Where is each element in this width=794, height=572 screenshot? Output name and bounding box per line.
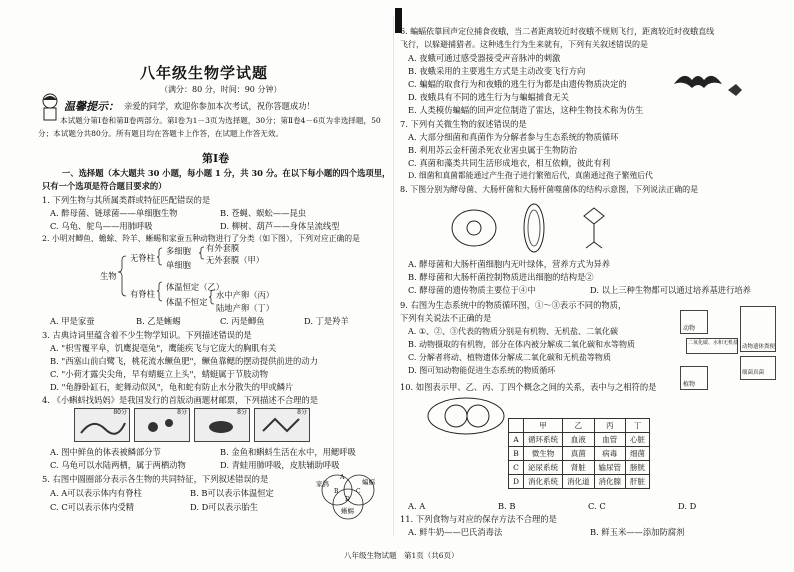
question-stem: 5. 右图中圆圈部分表示各生物的共同特征，下列叙述错误的是 <box>42 474 269 484</box>
option: C. 乌龟可以水陆两栖，属于两栖动物 <box>50 460 186 470</box>
option: C. 乌龟、鸵鸟——用肺呼吸 <box>50 221 153 231</box>
exam-title: 八年级生物学试题 <box>140 64 269 82</box>
venn-label: C <box>356 488 361 495</box>
question-stem: 飞行，以躲避捕猎者。这种逃生行为生来就有，下列有关叙述错误的是 <box>400 40 648 49</box>
option: D. 夜蛾具有不同的逃生行为与蝙蝠捕食无关 <box>408 92 569 102</box>
tree-node: 水中产卵（丙） <box>216 290 275 300</box>
tips-line: 分；本试题分共80分。所有题目均在答题卡上作答，在试题上作答无效。 <box>38 129 284 138</box>
bat-moth-icon <box>670 62 750 106</box>
question-stem: 2. 小明对鲫鱼、蟾蜍、羚羊、蜥蜴和家蚕五种动物进行了分类（如下图），下列对应正确的是 <box>42 234 360 243</box>
option: B. 夜蛾采用的主要逃生方式是主动改变飞行方向 <box>408 66 586 76</box>
option: B. 鲜玉米——添加防腐剂 <box>590 527 685 537</box>
option: B. 乙是蜥蜴 <box>136 316 181 326</box>
q10-table <box>508 418 650 489</box>
option: A. 图中鲜鱼的体表被鳞部分节 <box>50 447 161 457</box>
tree-braces <box>112 246 225 312</box>
instruction: 一、选择题（本大题共 30 小题，每小题 1 分，共 30 分。在以下每小题的四个选项里， <box>62 168 391 178</box>
tree-node: 单细胞 <box>166 260 191 270</box>
option: D. D <box>678 501 697 511</box>
question-stem: 6. 蝙蝠依靠回声定位捕食夜蛾，当二者距离较近时夜蛾不规则飞行，距离较近时夜蛾直线 <box>400 27 715 36</box>
table-row: D 消化系统 消化道 消化腺 肝脏 <box>509 475 650 489</box>
question-stem: 9. 右图为生态系统中的物质循环图，①～③表示不同的物质， <box>400 300 627 310</box>
option: A. A可以表示体内有脊柱 <box>50 488 142 498</box>
tree-node: 有脊柱 <box>130 289 155 299</box>
eco-decomposer: 动物遗体粪便 <box>740 306 776 352</box>
question-stem: 11. 下列食物与对应的保存方法不合理的是 <box>400 514 557 524</box>
question-stem: 8. 下图分别为酵母菌、大肠杆菌和大肠杆菌噬菌体的结构示意图，下列说法正确的是 <box>400 185 699 194</box>
tree-node: 多细胞 <box>166 246 191 256</box>
tree-node: 体温恒定（乙） <box>166 282 225 292</box>
option: D. D可以表示胎生 <box>190 502 259 512</box>
tree-node: 有外套膜 <box>206 243 240 253</box>
option: A. A <box>408 501 426 511</box>
option: C. 分解者将动、植物遗体分解成二氧化碳和无机盐等物质 <box>408 353 611 362</box>
option: B. B可以表示体温恒定 <box>190 488 274 498</box>
option: A. 酵母菌和大肠杆菌细胞内无叶绿体，营养方式为异养 <box>408 259 611 269</box>
option: A. 甲是家蚕 <box>50 316 95 326</box>
stamp-3: 8分 <box>194 408 250 442</box>
question-stem: 3. 古典诗词里蕴含着不少生物学知识。下列描述错误的是 <box>42 330 252 340</box>
option: E. 人类模仿蝙蝠的回声定位制造了雷达，这种生物技术称为仿生 <box>408 105 644 115</box>
option: B. 动物摄取的有机物，部分在体内被分解成二氧化碳和水等物质 <box>408 340 635 349</box>
tips-label: 温馨提示： <box>64 100 119 113</box>
tree-node: 无脊柱 <box>130 253 155 263</box>
option: C. 丙是鲫鱼 <box>220 316 265 326</box>
option: B. 金鱼和蝌蚪生活在水中，用鳃呼吸 <box>220 447 356 457</box>
question-stem: 10. 如图表示甲、乙、丙、丁四个概念之间的关系，表中与之相符的是 <box>400 382 657 392</box>
section-title: 第Ⅰ卷 <box>202 152 230 165</box>
table-header-row: 甲 乙 丙 丁 <box>509 419 650 433</box>
tree-node: 陆地产卵（丁） <box>216 303 275 313</box>
option: C. C <box>588 501 606 511</box>
venn-label: 蜥蜴 <box>341 507 354 515</box>
eco-plant: 植物 <box>680 366 708 390</box>
option: D. 以上三种生物都可以通过培养基进行培养 <box>590 285 751 295</box>
venn-label: A <box>340 474 345 481</box>
instruction: 只有一个选项是符合题目要求的） <box>42 181 167 191</box>
page-footer: 八年级生物试题 第1页（共6页） <box>344 551 459 560</box>
microbe-diagram <box>444 196 624 256</box>
stamp-2: 8分 <box>134 408 190 442</box>
exam-subtitle: （满分：80 分，时间：90 分钟） <box>160 85 282 94</box>
venn-label: 蝙蝠 <box>362 478 375 486</box>
concept-diagram <box>426 396 506 436</box>
option: D. 图可知动物能促进生态系统的物质循环 <box>408 366 556 375</box>
table-row: B 微生物 真菌 病毒 细菌 <box>509 447 650 461</box>
option: B. 酵母菌和大肠杆菌控制物质进出细胞的结构是② <box>408 272 594 282</box>
eco-bacteria: 细菌真菌 <box>740 356 776 380</box>
tree-node: 无外套膜（甲） <box>206 255 265 265</box>
question-stem: 7. 下列有关微生物的叙述错误的是 <box>400 119 527 129</box>
student-cartoon-icon <box>38 92 62 122</box>
stamp-1: 80分 <box>74 408 130 442</box>
venn-label: D <box>345 496 350 503</box>
option: B. 苍蝇、蜈蚣——昆虫 <box>220 208 307 218</box>
tips-line: 本试题分第Ⅰ卷和第Ⅱ卷两部分。第Ⅰ卷为1－3页为选择题，30分；第Ⅱ卷4－6页为非选择题，50 <box>60 116 381 125</box>
option: D. 青蛙用肺呼吸，皮肤辅助呼吸 <box>220 460 340 470</box>
eco-animal: 动物 <box>680 310 708 334</box>
question-stem: 4. 《小蝌蚪找妈妈》是我国发行的首版动画题材邮票，下列描述不合理的是 <box>42 395 319 405</box>
option: A. 醉母菌、链球菌——单细胞生物 <box>50 208 178 218</box>
table-row: C 泌尿系统 肾脏 输尿管 膀胱 <box>509 461 650 475</box>
option: A. "枳雪覆平阜，饥鹰捉毫兔"，鹰能疾飞与它庞大的胸肌有关 <box>50 343 277 353</box>
option: A. 夜蛾可通过感受器接受声音脉冲的刺激 <box>408 53 561 63</box>
option: B. B <box>498 501 516 511</box>
tree-node: 体温不恒定 <box>166 297 208 307</box>
question-stem: 1. 下列生物与其所属类群或特征匹配错误的是 <box>42 195 211 205</box>
option: C. "小荷才露尖尖角，早有蜻蜓立上头"，蜻蜓属于节肢动物 <box>50 369 269 379</box>
table-row: A 循环系统 血液 血管 心脏 <box>509 433 650 447</box>
option: D. 丁是羚羊 <box>304 316 349 326</box>
option: A. 大部分细菌和真菌作为分解者参与生态系统的物质循环 <box>408 132 619 142</box>
option: C. 蝙蝠的取食行为和夜蛾的逃生行为都是由遗传物质决定的 <box>408 79 627 89</box>
eco-inorganic: 二氧化碳、水和无机盐 <box>686 338 738 354</box>
venn-label: B <box>334 488 339 495</box>
tree-root: 生物 <box>100 271 117 281</box>
question-stem: 下列有关说法不正确的是 <box>400 313 492 323</box>
option: D. "龟静卧缸石，蛇舞动似风"，龟和蛇有防止水分散失的甲或鳞片 <box>50 382 294 392</box>
option: B. "西塞山前白鹭飞，桃花流水鳜鱼肥"，鳜鱼靠鳃的摆动提供前进的动力 <box>50 356 318 366</box>
option: B. 利用苏云金杆菌杀死农业害虫属于生物防治 <box>408 145 578 155</box>
option: D. 柳树、葫芦——身体呈流线型 <box>220 221 340 231</box>
venn-label: 家鸽 <box>316 480 329 488</box>
option: D. 细菌和真菌都能通过产生孢子进行繁殖后代，真菌通过孢子繁殖后代 <box>408 171 653 180</box>
option: A. 鲜牛奶——巴氏消毒法 <box>408 527 503 537</box>
column-divider <box>393 16 394 536</box>
option: A. ①、②、③代表的物质分别是有机物、无机盐、二氧化碳 <box>408 327 619 336</box>
option: C. C可以表示体内受精 <box>50 502 135 512</box>
option: C. 酵母菌的遗传物质主要位于④中 <box>408 285 536 295</box>
stamp-4: 8分 <box>254 408 310 442</box>
tips-line: 亲爱的同学，欢迎你参加本次考试，祝你答题成功！ <box>124 101 315 111</box>
option: C. 真菌和藻类共同生活形成地衣，相互依赖，彼此有利 <box>408 158 611 168</box>
